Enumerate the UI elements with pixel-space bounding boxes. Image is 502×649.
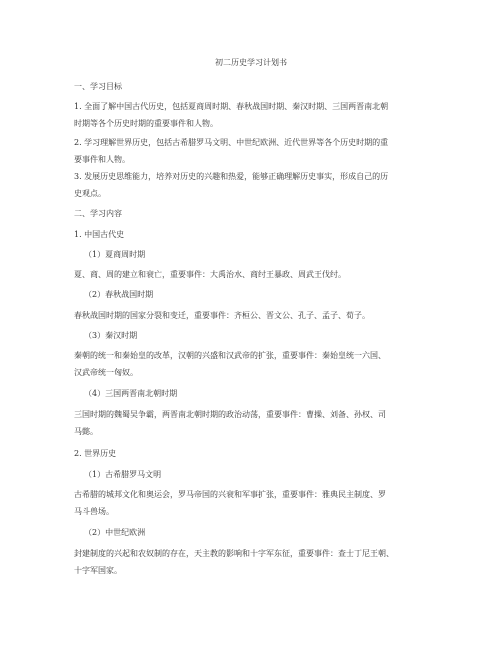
topic-text-medieval-europe-line-2: 十字军国家。 (74, 566, 122, 575)
topic-heading-medieval-europe: （2）中世纪欧洲 (84, 528, 146, 537)
subsection-heading-world: 2. 世界历史 (74, 449, 117, 458)
topic-text-sanguo-line-1: 三国时期的魏蜀吴争霸，两晋南北朝时期的政治动荡，重要事件：曹操、刘备、孙权、司 (74, 410, 386, 419)
topic-heading-xia-shang-zhou: （1）夏商周时期 (84, 250, 146, 259)
goal-2-line-1: 2. 学习理解世界历史，包括古希腊罗马文明、中世纪欧洲、近代世界等各个历史时期的重 (74, 138, 389, 147)
topic-heading-qin-han: （3）秦汉时期 (84, 331, 138, 340)
goal-3-line-2: 史观点。 (74, 189, 106, 198)
topic-text-medieval-europe-line-1: 封建制度的兴起和农奴制的存在，天主教的影响和十字军东征，重要事件：查士丁尼王朝、 (74, 549, 394, 558)
document-title: 初二历史学习计划书 (215, 58, 287, 67)
section-heading-goals: 一、学习目标 (74, 82, 122, 91)
topic-text-qin-han (74, 347, 438, 381)
goal-1 (74, 98, 438, 132)
topic-text-greece-rome-line-2: 马斗兽场。 (74, 507, 114, 516)
goal-2-line-2: 要事件和人物。 (74, 155, 130, 164)
goal-1-line-2: 时期等各个历史时期的重要事件和人物。 (74, 119, 218, 128)
topic-heading-sanguo: （4）三国两晋南北朝时期 (84, 389, 178, 398)
goal-3-line-1: 3. 发展历史思维能力，培养对历史的兴趣和热爱，能够正确理解历史事实，形成自己的历 (74, 172, 389, 181)
topic-heading-chunqiu-zhanguo: （2）春秋战国时期 (84, 290, 154, 299)
goal-1-line-1: 1. 全面了解中国古代历史，包括夏商周时期、春秋战国时期、秦汉时期、三国两晋南北朝 (74, 102, 389, 111)
subsection-heading-china: 1. 中国古代史 (74, 230, 125, 239)
goal-2 (74, 134, 438, 168)
topic-text-sanguo-line-2: 马懿。 (74, 427, 98, 436)
topic-text-qin-han-line-1: 秦朝的统一和秦始皇的改革，汉朝的兴盛和汉武帝的扩张，重要事件：秦始皇统一六国、 (74, 351, 386, 360)
goal-3 (74, 168, 438, 202)
topic-text-greece-rome-line-1: 古希腊的城邦文化和奥运会，罗马帝国的兴衰和军事扩张，重要事件：雅典民主制度、罗 (74, 490, 386, 499)
topic-text-sanguo (74, 406, 438, 440)
topic-text-greece-rome (74, 486, 438, 520)
topic-text-qin-han-line-2: 汉武帝统一匈奴。 (74, 368, 138, 377)
topic-text-chunqiu-zhanguo: 春秋战国时期的国家分裂和变迁，重要事件：齐桓公、晋文公、孔子、孟子、荀子。 (74, 311, 370, 320)
topic-text-xia-shang-zhou: 夏、商、周的建立和衰亡，重要事件：大禹治水、商纣王暴政、周武王伐纣。 (74, 270, 346, 279)
topic-text-medieval-europe (74, 545, 438, 579)
topic-heading-greece-rome: （1）古希腊罗马文明 (84, 470, 162, 479)
section-heading-content: 二、学习内容 (74, 209, 122, 218)
